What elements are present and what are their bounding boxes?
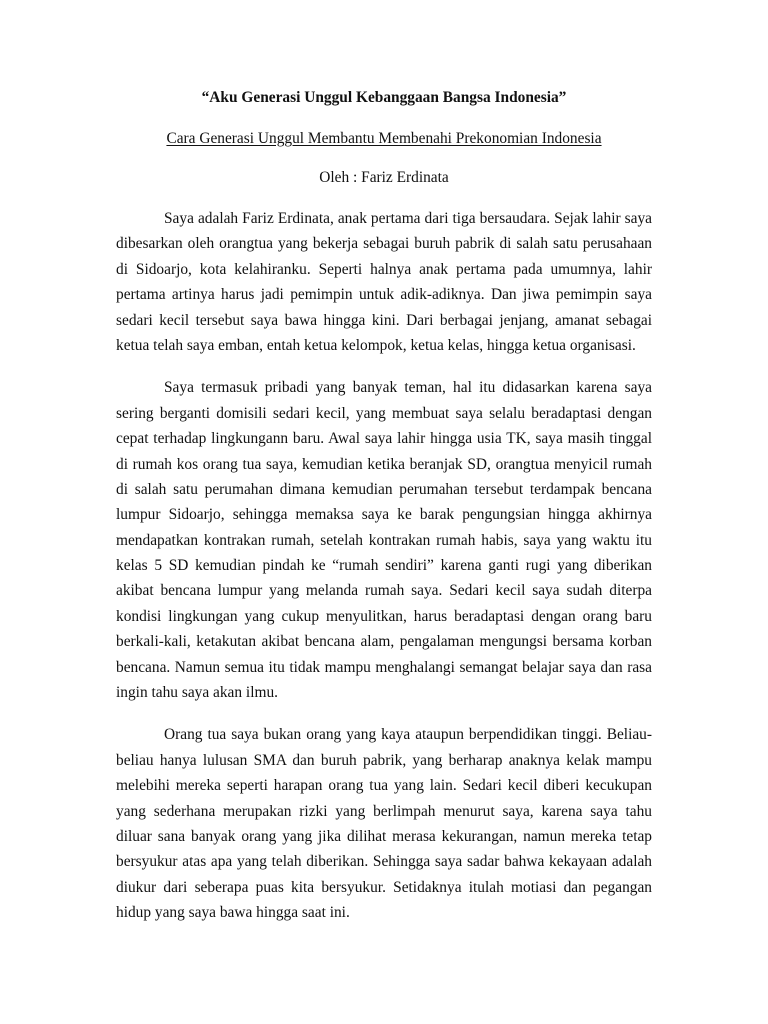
paragraph-line: ketua telah saya emban, entah ketua kelompok, ketua kelas, hingga ketua organisasi. bbox=[116, 336, 636, 354]
paragraph-line: di rumah kos orang tua saya, kemudian ketika beranjak SD, orangtua menyicil rumah bbox=[116, 455, 652, 473]
paragraph-line: mendapatkan kontrakan rumah, setelah kontrakan rumah habis, saya yang waktu itu bbox=[116, 531, 652, 549]
paragraph-line: berkali-kali, ketakutan akibat bencana alam, pengalaman mengungsi bersama korban bbox=[116, 633, 652, 651]
paragraph-line: diukur dari seberapa puas kita bersyukur. Setidaknya itulah motiasi dan pegangan bbox=[116, 878, 652, 896]
paragraph-2 bbox=[116, 375, 652, 705]
paragraph-line: pertama artinya harus jadi pemimpin untuk adik-adiknya. Dan jiwa pemimpin saya bbox=[116, 286, 652, 304]
paragraph-3 bbox=[116, 722, 652, 925]
document-content bbox=[116, 86, 652, 943]
paragraph-line: diluar sana banyak orang yang jika dilihat merasa kekurangan, namun mereka tetap bbox=[116, 827, 652, 845]
paragraph-line: di salah satu perumahan dimana kemudian perumahan tersebut terdampak bencana bbox=[116, 480, 652, 498]
paragraph-line: yang sederhana merupakan rizki yang berlimpah menurut saya, karena saya tahu bbox=[116, 802, 652, 820]
paragraph-line: ingin tahu saya akan ilmu. bbox=[116, 684, 278, 702]
essay-body bbox=[116, 206, 652, 926]
paragraph-line: Orang tua saya bukan orang yang kaya ataupun berpendidikan tinggi. Beliau- bbox=[164, 726, 652, 744]
paragraph-line: beliau hanya lulusan SMA dan buruh pabrik, yang berharap anaknya kelak mampu bbox=[116, 751, 652, 769]
paragraph-line: sedari kecil tersebut saya bawa hingga kini. Dari berbagai jenjang, amanat sebagai bbox=[116, 311, 652, 329]
paragraph-line: melebihi mereka seperti harapan orang tua yang lain. Sedari kecil diberi kecukupan bbox=[116, 777, 652, 795]
essay-subtitle: Cara Generasi Unggul Membantu Membenahi Prekonomian Indonesia bbox=[166, 130, 602, 147]
paragraph-1 bbox=[116, 206, 652, 358]
essay-title: “Aku Generasi Unggul Kebanggaan Bangsa Indonesia” bbox=[201, 89, 567, 106]
paragraph-line: cepat terhadap lingkungann baru. Awal saya lahir hingga usia TK, saya masih tinggal bbox=[116, 430, 652, 448]
paragraph-line: akibat bencana lumpur yang melanda rumah saya. Sedari kecil saya sudah diterpa bbox=[116, 582, 652, 600]
paragraph-line: dibesarkan oleh orangtua yang bekerja sebagai buruh pabrik di salah satu perusahaan bbox=[116, 235, 652, 253]
paragraph-line: kondisi lingkungan yang cukup menyulitkan, harus beradaptasi dengan orang baru bbox=[116, 607, 652, 625]
paragraph-line: lumpur Sidoarjo, sehingga memaksa saya ke barak pengungsian hingga akhirnya bbox=[116, 506, 652, 524]
paragraph-line: bersyukur atas apa yang telah diberikan. Sehingga saya sadar bahwa kekayaan adalah bbox=[116, 853, 652, 871]
paragraph-line: Saya termasuk pribadi yang banyak teman, hal itu didasarkan karena saya bbox=[164, 379, 652, 397]
paragraph-line: hidup yang saya bawa hingga saat ini. bbox=[116, 904, 350, 922]
paragraph-line: sering berganti domisili sedari kecil, yang membuat saya selalu beradaptasi dengan bbox=[116, 404, 652, 422]
paragraph-line: kelas 5 SD kemudian pindah ke “rumah sendiri” karena ganti rugi yang diberikan bbox=[116, 557, 652, 575]
paragraph-line: di Sidoarjo, kota kelahiranku. Seperti halnya anak pertama pada umumnya, lahir bbox=[116, 260, 652, 278]
paragraph-line: bencana. Namun semua itu tidak mampu menghalangi semangat belajar saya dan rasa bbox=[116, 658, 652, 676]
paragraph-line: Saya adalah Fariz Erdinata, anak pertama dari tiga bersaudara. Sejak lahir saya bbox=[164, 210, 652, 227]
author-line: Oleh : Fariz Erdinata bbox=[319, 169, 449, 186]
